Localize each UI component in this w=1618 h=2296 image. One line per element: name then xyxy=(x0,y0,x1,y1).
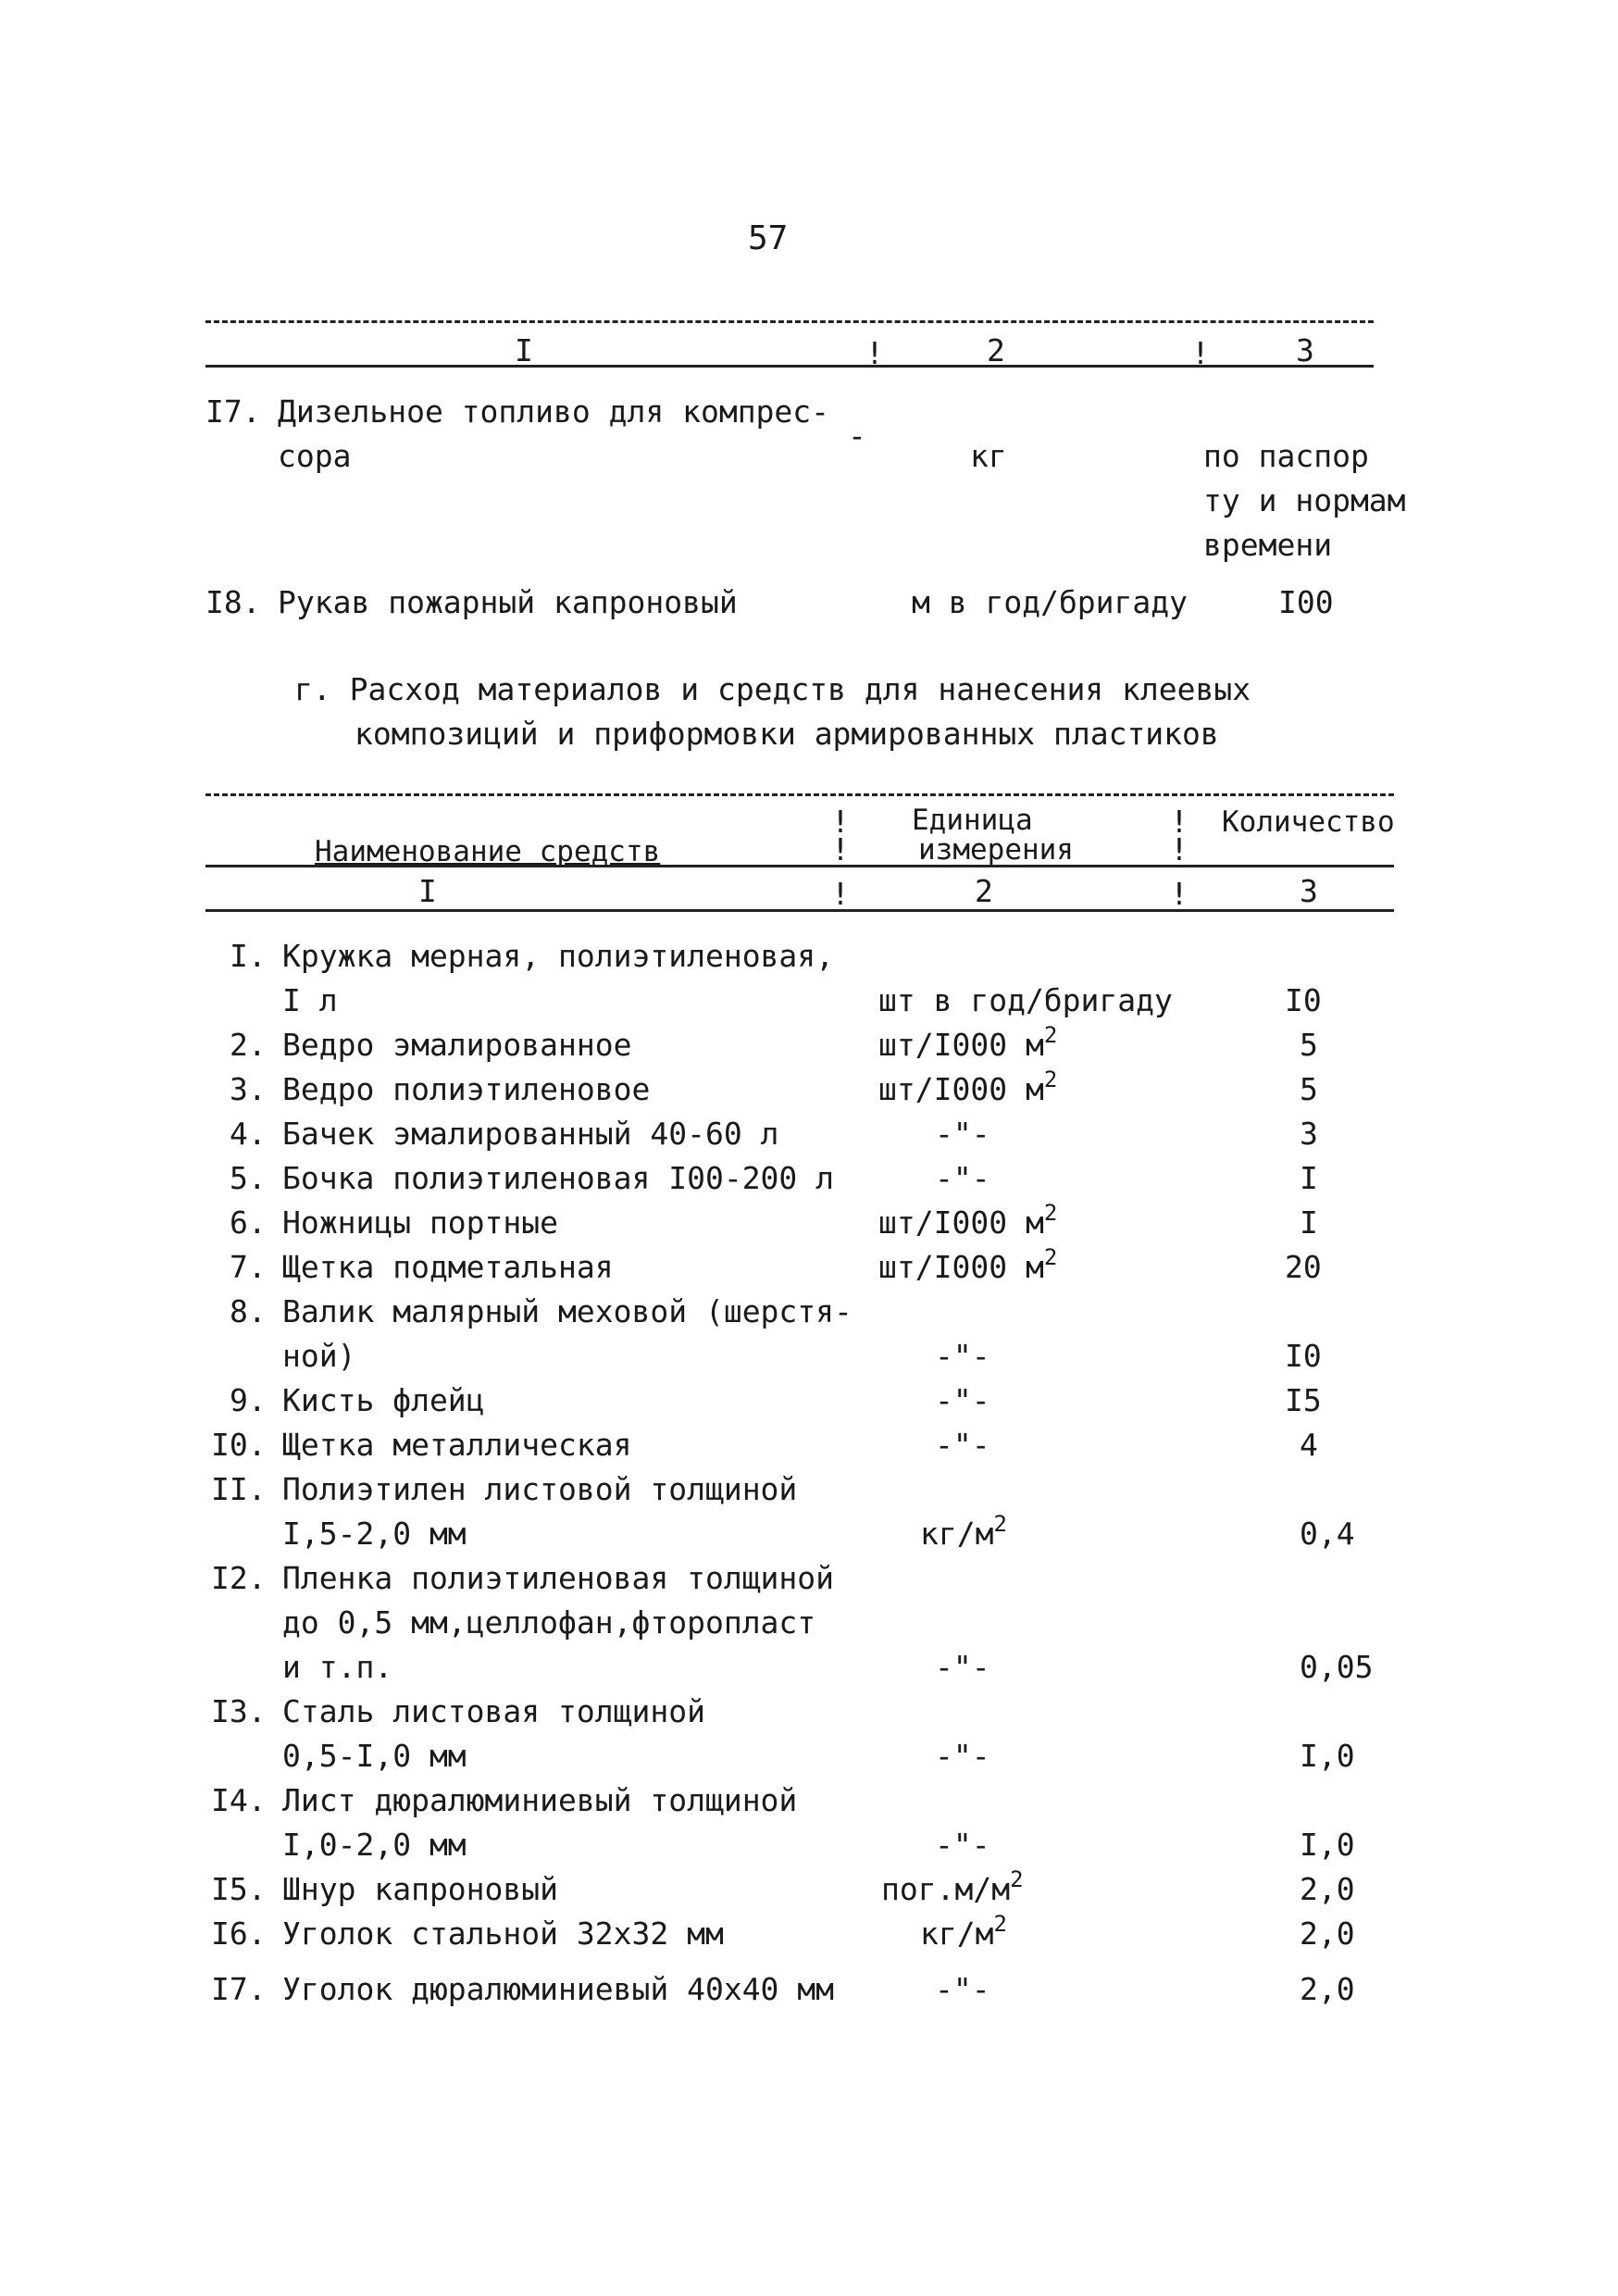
table2-row-number: I5. xyxy=(211,1871,267,1907)
table2-row-unit: -"- xyxy=(935,1382,990,1418)
table2-row-name: Шнур капроновый xyxy=(282,1871,559,1907)
table2-header-unit-cont: измерения xyxy=(918,833,1074,867)
table2-col-separator: ! xyxy=(1170,876,1189,912)
table2-row-unit: -"- xyxy=(935,1160,990,1196)
table2-row-name: Щетка подметальная xyxy=(282,1249,614,1285)
table1-header-rule xyxy=(205,365,1374,368)
table2-row-qty: 0,4 xyxy=(1300,1516,1355,1552)
unit-text: шт/I000 м xyxy=(878,1249,1044,1285)
table2-row-name: Ножницы портные xyxy=(282,1204,559,1241)
table2-row-number: I4. xyxy=(211,1782,267,1818)
table2-row-name-cont: до 0,5 мм,целлофан,фторопласт xyxy=(282,1604,816,1641)
table2-col-separator: ! xyxy=(831,876,850,912)
table1-row-name: Дизельное топливо для компрес- xyxy=(278,393,830,430)
table2-row-qty: 2,0 xyxy=(1300,1871,1355,1907)
table2-row-name: Ведро эмалированное xyxy=(282,1027,632,1063)
table2-top-rule xyxy=(205,793,1394,796)
table2-row-number: 2. xyxy=(230,1027,267,1063)
table1-row-name-cont: сора xyxy=(278,438,352,474)
table1-col3-header: 3 xyxy=(1296,332,1314,368)
table2-row-qty: 5 xyxy=(1300,1027,1318,1063)
unit-text: кг/м xyxy=(920,1516,994,1552)
unit-text: кг/м xyxy=(920,1915,994,1952)
unit-superscript: 2 xyxy=(1010,1866,1024,1892)
table2-col1-number: I xyxy=(418,873,437,909)
table1-row-number: I7. xyxy=(205,393,261,430)
table2-row-number: I3. xyxy=(211,1693,267,1729)
table1-row-number: I8. xyxy=(205,584,261,620)
table2-row-unit xyxy=(881,1866,1024,1907)
table2-row-unit: -"- xyxy=(935,1971,990,2007)
table2-row-unit xyxy=(878,1022,1058,1063)
table2-row-name: Сталь листовая толщиной xyxy=(282,1693,705,1729)
table2-row-name: Уголок дюралюминиевый 40x40 мм xyxy=(282,1971,835,2007)
unit-superscript: 2 xyxy=(993,1511,1007,1537)
table2-row-unit: -"- xyxy=(935,1649,990,1685)
table2-row-name-cont: и т.п. xyxy=(282,1649,393,1685)
table1-row-qty-cont: времени xyxy=(1203,527,1333,563)
table2-row-qty: 3 xyxy=(1300,1116,1318,1152)
table1-row-name: Рукав пожарный капроновый xyxy=(278,584,738,620)
table2-row-name: Пленка полиэтиленовая толщиной xyxy=(282,1560,835,1596)
table2-row-name: Щетка металлическая xyxy=(282,1427,632,1463)
table2-row-name: Полиэтилен листовой толщиной xyxy=(282,1471,798,1507)
table2-header-rule xyxy=(205,865,1394,867)
table2-header-name: Наименование средств xyxy=(315,835,661,868)
table1-col-separator: ! xyxy=(865,335,884,371)
table2-row-qty: I,0 xyxy=(1300,1827,1355,1863)
table2-row-qty: I0 xyxy=(1285,1338,1322,1374)
table1-row-dash: - xyxy=(848,418,866,454)
table2-row-number: I0. xyxy=(211,1427,267,1463)
table1-col1-header: I xyxy=(515,332,533,368)
table2-row-qty: I0 xyxy=(1285,982,1322,1018)
table2-col-separator: ! xyxy=(1170,831,1189,867)
table2-row-number: I6. xyxy=(211,1915,267,1952)
table2-row-name: Бачек эмалированный 40-60 л xyxy=(282,1116,779,1152)
table2-row-unit: -"- xyxy=(935,1338,990,1374)
unit-superscript: 2 xyxy=(993,1911,1007,1937)
table2-row-number: 3. xyxy=(230,1071,267,1107)
unit-superscript: 2 xyxy=(1043,1200,1058,1226)
table2-numbers-rule xyxy=(205,909,1394,912)
table2-row-unit: -"- xyxy=(935,1116,990,1152)
table2-col3-number: 3 xyxy=(1300,873,1318,909)
table1-row-qty: по паспор xyxy=(1203,438,1369,474)
unit-text: шт/I000 м xyxy=(878,1027,1044,1063)
table2-row-unit xyxy=(878,1067,1058,1107)
table2-col2-number: 2 xyxy=(975,873,993,909)
table2-row-name: Кружка мерная, полиэтиленовая, xyxy=(282,938,835,974)
table2-row-name-cont: I,5-2,0 мм xyxy=(282,1516,467,1552)
table2-row-number: 5. xyxy=(230,1160,267,1196)
table2-row-qty: 2,0 xyxy=(1300,1915,1355,1952)
unit-superscript: 2 xyxy=(1043,1022,1058,1048)
table2-row-unit xyxy=(920,1511,1007,1552)
table2-row-unit: -"- xyxy=(935,1827,990,1863)
table2-row-number: 6. xyxy=(230,1204,267,1241)
table2-row-qty: 2,0 xyxy=(1300,1971,1355,2007)
table2-row-number: I7. xyxy=(211,1971,267,2007)
table1-col-separator: ! xyxy=(1191,335,1210,371)
table2-row-qty: I5 xyxy=(1285,1382,1322,1418)
table2-row-qty: 0,05 xyxy=(1300,1649,1374,1685)
table2-row-name-cont: I л xyxy=(282,982,338,1018)
table2-row-name-cont: I,0-2,0 мм xyxy=(282,1827,467,1863)
table2-header-unit: Единица xyxy=(912,804,1033,837)
table2-header-qty: Количество xyxy=(1222,805,1395,839)
table2-row-unit: -"- xyxy=(935,1427,990,1463)
table2-row-unit xyxy=(920,1911,1007,1952)
section-title: г. Расход материалов и средств для нанесения клеевых xyxy=(294,671,1251,707)
unit-text: шт/I000 м xyxy=(878,1071,1044,1107)
table2-row-qty: 4 xyxy=(1300,1427,1318,1463)
unit-text: шт/I000 м xyxy=(878,1204,1044,1241)
table2-row-name: Ведро полиэтиленовое xyxy=(282,1071,651,1107)
table2-row-qty: 20 xyxy=(1285,1249,1322,1285)
unit-superscript: 2 xyxy=(1043,1244,1058,1270)
table2-row-number: 9. xyxy=(230,1382,267,1418)
table2-row-name: Валик малярный меховой (шерстя- xyxy=(282,1293,853,1329)
table1-top-rule xyxy=(205,320,1374,323)
table1-row-unit: кг xyxy=(970,438,1007,474)
unit-superscript: 2 xyxy=(1043,1067,1058,1092)
table2-col-separator: ! xyxy=(831,804,850,840)
table2-row-name-cont: 0,5-I,0 мм xyxy=(282,1738,467,1774)
table2-row-qty: I,0 xyxy=(1300,1738,1355,1774)
table1-col2-header: 2 xyxy=(987,332,1005,368)
table2-row-unit: шт в год/бригаду xyxy=(878,982,1173,1018)
table2-row-name: Кисть флейц xyxy=(282,1382,485,1418)
table2-row-name-cont: ной) xyxy=(282,1338,356,1374)
unit-text: пог.м/м xyxy=(881,1871,1011,1907)
table2-row-name: Бочка полиэтиленовая I00-200 л xyxy=(282,1160,835,1196)
table2-row-unit: -"- xyxy=(935,1738,990,1774)
table2-row-qty: I xyxy=(1300,1160,1318,1196)
table2-row-name: Лист дюралюминиевый толщиной xyxy=(282,1782,798,1818)
table2-row-number: 4. xyxy=(230,1116,267,1152)
table2-row-qty: I xyxy=(1300,1204,1318,1241)
table1-row-unit: м в год/бригаду xyxy=(912,584,1189,620)
table2-col-separator: ! xyxy=(1170,804,1189,840)
table1-row-qty: I00 xyxy=(1278,584,1334,620)
table2-col-separator: ! xyxy=(831,831,850,867)
table2-row-number: I2. xyxy=(211,1560,267,1596)
page-number: 57 xyxy=(748,219,789,257)
section-title-cont: композиций и приформовки армированных пластиков xyxy=(355,716,1219,752)
table2-row-number: 7. xyxy=(230,1249,267,1285)
table2-row-name: Уголок стальной 32x32 мм xyxy=(282,1915,724,1952)
table2-row-qty: 5 xyxy=(1300,1071,1318,1107)
table2-row-number: II. xyxy=(211,1471,267,1507)
table2-row-unit xyxy=(878,1244,1058,1285)
table2-row-number: I. xyxy=(230,938,267,974)
table2-row-number: 8. xyxy=(230,1293,267,1329)
table2-row-unit xyxy=(878,1200,1058,1241)
table1-row-qty-cont: ту и нормам xyxy=(1203,482,1406,518)
